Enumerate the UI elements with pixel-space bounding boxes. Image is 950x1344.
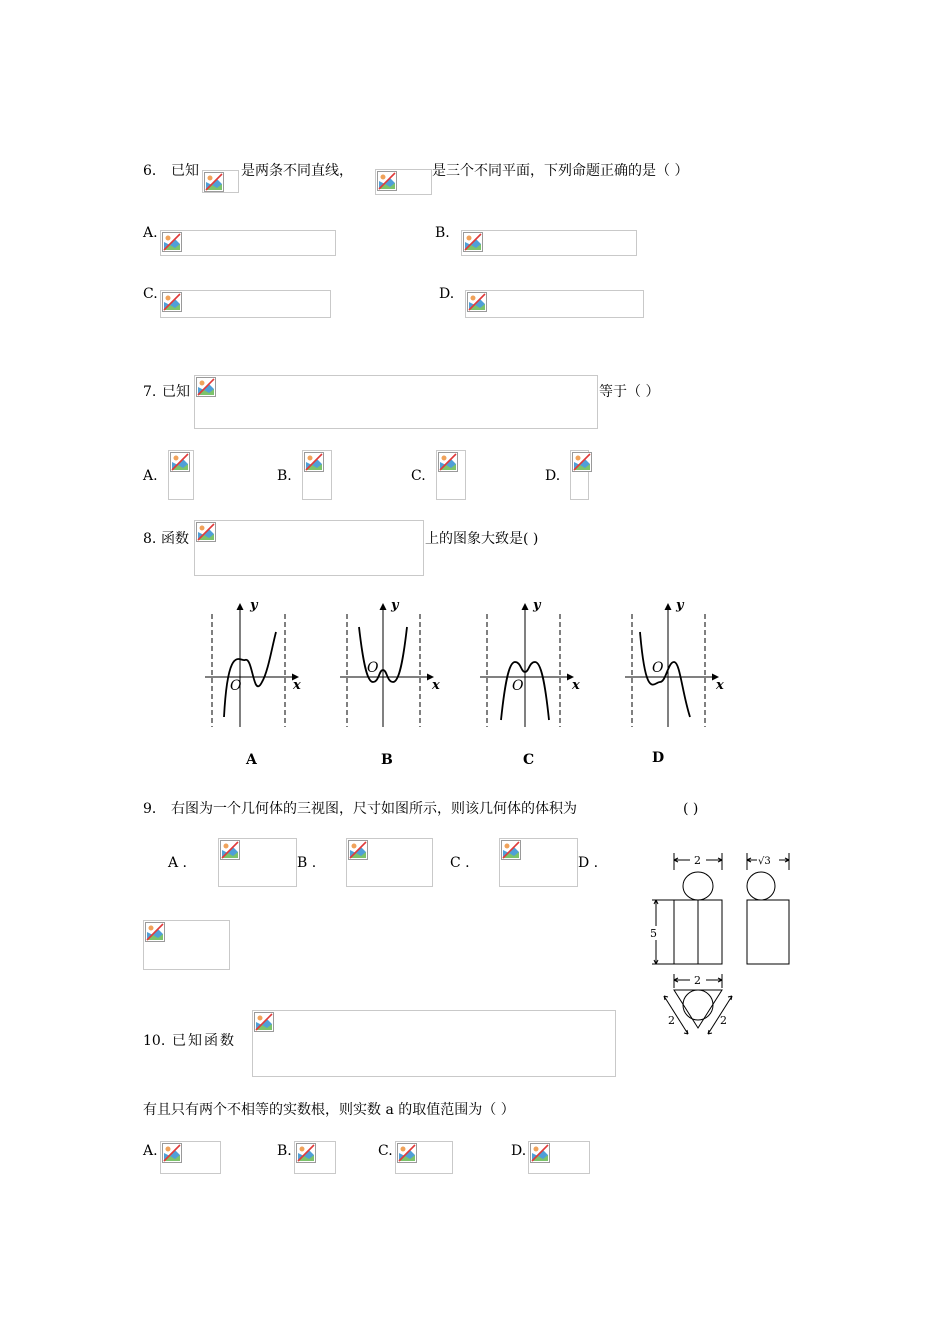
broken-image-icon [304, 452, 324, 472]
q7-option-c-image [436, 450, 466, 500]
broken-image-icon [438, 452, 458, 472]
q7-number: 7. [143, 384, 157, 400]
q6-text-3: 是三个不同平面，下列命题正确的是（ ） [432, 163, 689, 179]
broken-image-icon [501, 840, 521, 860]
q6-option-b-image [461, 230, 637, 256]
q7-option-c-label: C. [411, 468, 426, 484]
q9-option-a-label: A . [168, 855, 188, 871]
broken-image-icon [254, 1012, 274, 1032]
graph-a [205, 598, 301, 768]
broken-image-icon [162, 292, 182, 312]
q10-option-a-label: A. [143, 1143, 158, 1159]
graph-d-y-label: y [676, 598, 684, 613]
q10-text-1: 已知函数 [172, 1033, 236, 1049]
q7-option-d-label: D. [545, 468, 561, 484]
q7-option-d-image [570, 450, 589, 500]
q7-option-a-image [168, 450, 194, 500]
q6-formula-lines-image [202, 170, 239, 193]
q9-number: 9． [143, 801, 166, 817]
q6-text-1: 已知 [171, 163, 199, 179]
q7-option-b-label: B. [277, 468, 292, 484]
graph-b-label: B [381, 752, 393, 768]
q9-paren: ( ) [683, 801, 699, 817]
graph-d-origin: O [652, 660, 664, 676]
q9-option-d-image [143, 920, 230, 970]
q10-option-c-label: C. [378, 1143, 393, 1159]
q9-front-width-label: 2 [694, 854, 701, 867]
q9-option-b-label: B . [297, 855, 317, 871]
broken-image-icon [204, 172, 224, 192]
broken-image-icon [296, 1143, 316, 1163]
graph-b-y-label: y [391, 598, 399, 613]
q7-text-2: 等于（ ） [599, 384, 660, 400]
graph-b [340, 598, 440, 768]
graph-b-origin: O [367, 660, 379, 676]
q6-option-b-label: B. [435, 225, 450, 241]
q8-formula-image [194, 520, 424, 576]
q9-top-right-side-label: 2 [720, 1014, 727, 1027]
graph-c [480, 598, 580, 768]
q9-text: 右图为一个几何体的三视图，尺寸如图所示，则该几何体的体积为 [171, 801, 577, 817]
q9-top-width-label: 2 [694, 974, 701, 987]
q6-formula-planes-image [375, 169, 432, 195]
graph-a-label: A [246, 752, 257, 768]
q9-option-c-label: C . [450, 855, 470, 871]
q10-option-c-image [395, 1141, 453, 1174]
broken-image-icon [377, 171, 397, 191]
graph-a-y-label: y [250, 598, 258, 613]
graph-c-origin: O [512, 678, 524, 694]
graph-a-origin: O [230, 678, 242, 694]
q6-option-d-label: D. [439, 286, 455, 302]
broken-image-icon [463, 232, 483, 252]
q6-option-a-label: A. [143, 225, 158, 241]
q8-text-1: 函数 [161, 531, 189, 547]
q10-option-d-image [528, 1141, 590, 1174]
q6-option-a-image [160, 230, 336, 256]
graph-d-label: D [652, 750, 665, 766]
q10-option-b-label: B. [277, 1143, 292, 1159]
graph-a-x-label: x [293, 678, 301, 693]
broken-image-icon [145, 922, 165, 942]
q7-option-b-image [302, 450, 332, 500]
q9-option-b-image [346, 838, 433, 887]
q10-option-b-image [294, 1141, 336, 1174]
graph-d-x-label: x [716, 678, 724, 693]
broken-image-icon [467, 292, 487, 312]
q6-option-c-image [160, 290, 331, 318]
broken-image-icon [196, 522, 216, 542]
q10-option-a-image [160, 1141, 221, 1174]
q9-option-c-image [499, 838, 578, 887]
broken-image-icon [397, 1143, 417, 1163]
q9-option-d-label: D . [578, 855, 599, 871]
broken-image-icon [572, 452, 592, 472]
q6-option-c-label: C. [143, 286, 158, 302]
q6-option-d-image [465, 290, 644, 318]
q10-text-2: 有且只有两个不相等的实数根，则实数 a 的取值范围为（ ） [143, 1102, 515, 1118]
graph-c-label: C [523, 752, 535, 768]
q7-text-1: 已知 [162, 384, 190, 400]
q9-front-height-label: 5 [650, 927, 657, 940]
graph-c-x-label: x [572, 678, 580, 693]
broken-image-icon [170, 452, 190, 472]
q9-option-a-image [218, 838, 297, 887]
broken-image-icon [196, 377, 216, 397]
q9-side-width-label: √3 [758, 856, 771, 867]
q9-three-view-drawing [640, 848, 800, 1048]
graph-c-y-label: y [533, 598, 541, 613]
broken-image-icon [162, 232, 182, 252]
q10-option-d-label: D. [511, 1143, 527, 1159]
q7-formula-image [194, 375, 598, 429]
broken-image-icon [220, 840, 240, 860]
q10-formula-image [252, 1010, 616, 1077]
q6-number: 6． [143, 163, 166, 179]
graph-d [625, 598, 724, 766]
q9-top-left-side-label: 2 [668, 1014, 675, 1027]
broken-image-icon [162, 1143, 182, 1163]
q7-option-a-label: A. [143, 468, 158, 484]
q8-text-2: 上的图象大致是( ) [425, 531, 539, 547]
q10-number: 10. [143, 1033, 166, 1049]
broken-image-icon [348, 840, 368, 860]
broken-image-icon [530, 1143, 550, 1163]
q8-function-graphs [190, 592, 740, 772]
q8-number: 8. [143, 531, 157, 547]
graph-b-x-label: x [432, 678, 440, 693]
q6-text-2: 是两条不同直线， [241, 163, 353, 179]
